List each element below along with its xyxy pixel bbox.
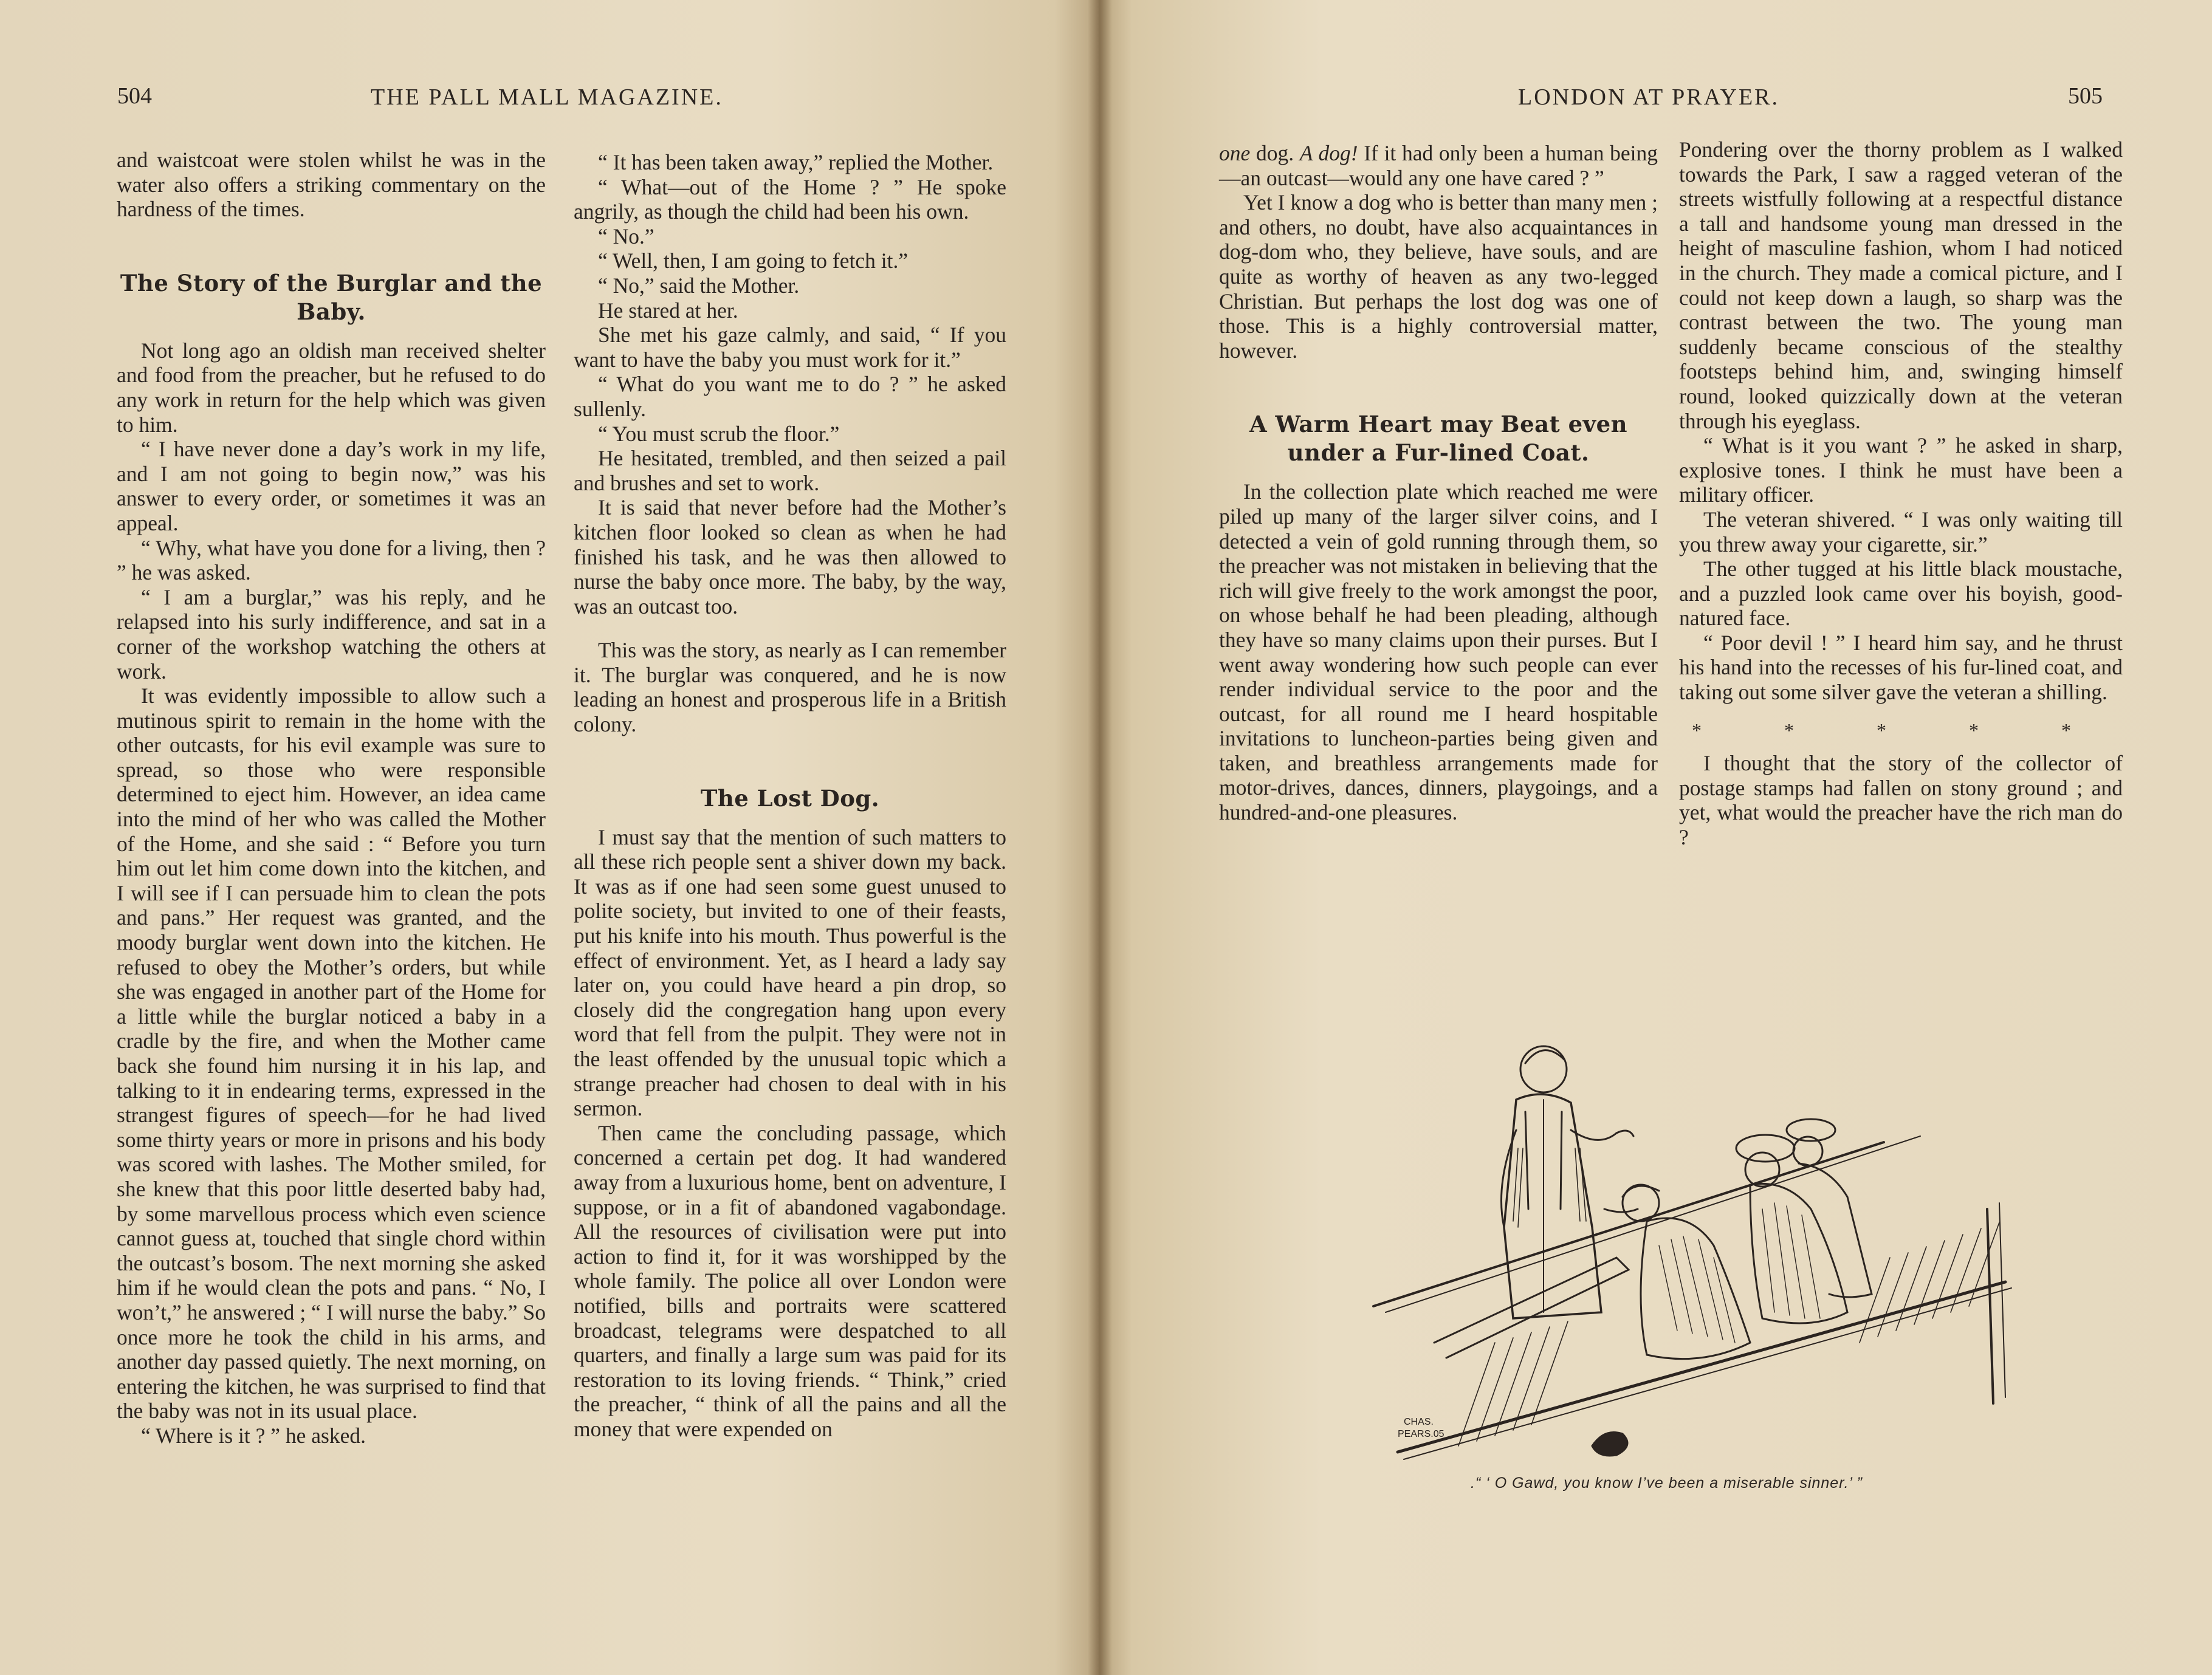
paragraph: “ Where is it ? ” he asked. <box>141 1423 366 1448</box>
paragraph: “ Why, what have you done for a living, then ? ” he was asked. <box>117 535 546 585</box>
text-run: dog. <box>1250 141 1300 165</box>
emphasis: one <box>1219 141 1251 165</box>
paragraph: and waistcoat were stolen whilst he was in the water also offers a striking commentary on the hardness of the times. <box>117 148 546 222</box>
paragraph: “ Well, then, I am going to fetch it.” <box>598 248 908 273</box>
paragraph: He stared at her. <box>598 298 738 323</box>
paragraph: “ What—out of the Home ? ” He spoke angrily, as though the child had been his own. <box>574 174 1006 224</box>
running-head-left: THE PALL MALL MAGAZINE. <box>371 84 723 110</box>
page-number-left: 504 <box>117 83 152 109</box>
paragraph <box>1219 141 1658 190</box>
right-column-1 <box>1219 141 1658 825</box>
paragraph: He hesitated, trembled, and then seized a pail and brushes and set to work. <box>574 446 1006 495</box>
paragraph: “ I am a burglar,” was his reply, and he relapsed into his surly indifference, and sat in a corner of the workshop watching the others at work. <box>117 584 546 683</box>
paragraph: “ No.” <box>598 224 654 248</box>
paragraph: The other tugged at his little black moustache, and a puzzled look came over his boyish, good-natured face. <box>1679 557 2123 631</box>
emphasis: A dog! <box>1299 141 1358 165</box>
running-head-right: LONDON AT PRAYER. <box>1518 84 1780 110</box>
left-column-2 <box>574 150 1006 1442</box>
paragraph: Pondering over the thorny problem as I walked towards the Park, I saw a ragged veteran of the streets wistfully following at a respectful distance a tall and handsome young man dressed in the height of masculine fashion, whom I had noticed in the church. They made a comical picture, and I could not keep down a laugh, so sharp was the contrast between the two. The young man suddenly became conscious of the stealthy footsteps behind him, and, swinging himself round, looked quizzically down at the veteran through his eyeglass. <box>1679 137 2123 433</box>
paragraph: “ No,” said the Mother. <box>598 273 800 298</box>
section-break-stars: * * * * * <box>1692 719 2110 741</box>
paragraph: Not long ago an oldish man received shelter and food from the preacher, but he refused to do any work in return for the help which was given to him. <box>117 338 546 437</box>
paragraph: “ You must scrub the floor.” <box>598 421 840 446</box>
paragraph: I must say that the mention of such matters to all these rich people sent a shiver down my back. It was as if one had seen some guest unused to polite society, but invited to one of their feasts, put his knife into his mouth. Thus powerful is the effect of environment. Yet, as I heard a lady say later on, you could have heard a pin drop, so closely did the congregation hang upon every word that fell from the pulpit. They were not in the least offended by the unusual topic which a strange preacher had chosen to deal with in his sermon. <box>574 824 1006 1121</box>
paragraph: “ It has been taken away,” replied the Mother. <box>598 150 994 174</box>
right-column-2 <box>1679 137 2123 850</box>
section-heading: The Story of the Burglar and the Baby. <box>120 269 543 325</box>
page-number-right: 505 <box>2068 83 2103 109</box>
paragraph: Then came the concluding passage, which concerned a certain pet dog. It had wandered away from a luxurious home, bent on adventure, I suppose, or in a fit of abandoned vagabondage. All the resources of civilisation were put into action to find it, for it was worshipped by the whole family. The police all over London were notified, bills and portraits were scattered broadcast, telegrams were despatched to all quarters, and finally a large sum was paid for its restoration to its loving friends. “ Think,” cried the preacher, “ think of all the pains and all the money that were expended on <box>574 1120 1006 1441</box>
section-heading: The Lost Dog. <box>700 784 880 812</box>
artist-signature: CHAS. <box>1404 1417 1434 1427</box>
paragraph: “ What do you want me to do ? ” he asked sullenly. <box>574 372 1006 421</box>
paragraph: I thought that the story of the collector of postage stamps had fallen on stony ground ; and yet, what would the preacher have the rich man do ? <box>1679 751 2123 850</box>
paragraph: “ What is it you want ? ” he asked in sharp, explosive tones. I think he must have been a military officer. <box>1679 433 2123 507</box>
paragraph: “ Poor devil ! ” I heard him say, and he thrust his hand into the recesses of his fur-lined coat, and taking out some silver gave the veteran a shilling. <box>1679 630 2123 705</box>
illustration-caption: .“ ‘ O Gawd, you know I’ve been a miserable sinner.’ ” <box>1471 1475 1863 1492</box>
paragraph: This was the story, as nearly as I can remember it. The burglar was conquered, and he is now leading an honest and prosperous life in a British colony. <box>574 638 1006 737</box>
paragraph: Yet I know a dog who is better than many men ; and others, no doubt, have also acquaintances in dog-dom who, they believe, have souls, and are quite as worthy of heaven as any two-legged Christian. But perhaps the lost dog was one of those. This is a highly controversial matter, however. <box>1219 190 1658 363</box>
church-illustration <box>1361 1027 2024 1488</box>
paragraph: She met his gaze calmly, and said, “ If you want to have the baby you must work for it.” <box>574 323 1006 372</box>
paragraph: It was evidently impossible to allow such a mutinous spirit to remain in the home with the other outcasts, for his evil example was sure to spread, so those who were responsible determined to eject him. However, an idea came into the mind of her who was called the Mother of the Home, and she said : “ Before you turn him out let him come down into the kitchen, and I will see if I can persuade him to clean the pots and pans.” Her request was granted, and the moody burglar went down into the kitchen. He refused to obey the Mother’s orders, but while she was engaged in another part of the Home for a little while the burglar noticed a baby in a cradle by the fire, and when the Mother came back she found him nursing it in his lap, and talking to it in endearing terms, expressed in the strangest figures of speech—for he had lived some thirty years or more in prisons and his body was scored with lashes. The Mother smiled, for she knew that this poor little deserted baby had, by some marvellous process which even science cannot guess at, touched that single chord within the outcast’s bosom. The next morning she asked him if he would clean the pots and pans. “ No, I won’t,” he answered ; “ I will nurse the baby.” So once more he took the child in his arms, and another day passed quietly. The next morning, on entering the kitchen, he was surprised to find that the baby was not in its usual place. <box>117 683 546 1423</box>
artist-signature: PEARS.05 <box>1398 1429 1444 1439</box>
text-run: If it had only been a human being—an outcast—would any one have cared ? ” <box>1219 141 1658 190</box>
paragraph: In the collection plate which reached me were piled up many of the larger silver coins, and I detected a vein of gold running through them, so the preacher was not mistaken in believing that the rich will give freely to the work amongst the poor, on whose behalf he had been pleading, although they have so many claims upon their purses. But I went away wondering how such people can ever render individual service to the poor and the outcast, for all round me I heard hospitable invitations to luncheon-parties being given and taken, and breathless arrangements made for motor-drives, dances, dinners, playgoings, and a hundred-and-one pleasures. <box>1219 479 1658 825</box>
left-page <box>0 0 1099 1675</box>
paragraph: The veteran shivered. “ I was only waiting till you threw away your cigarette, sir.” <box>1679 507 2123 557</box>
paragraph: It is said that never before had the Mother’s kitchen floor looked so clean as when he had finished his task, and he was then allowed to nurse the baby once more. The baby, by the way, was an outcast too. <box>574 495 1006 618</box>
book-gutter <box>1088 0 1112 1675</box>
section-heading: A Warm Heart may Beat even under a Fur-lined Coat. <box>1249 411 1628 467</box>
left-column-1 <box>117 148 546 1448</box>
paragraph: “ I have never done a day’s work in my life, and I am not going to begin now,” was his answer to every order, or sometimes it was an appeal. <box>117 437 546 535</box>
